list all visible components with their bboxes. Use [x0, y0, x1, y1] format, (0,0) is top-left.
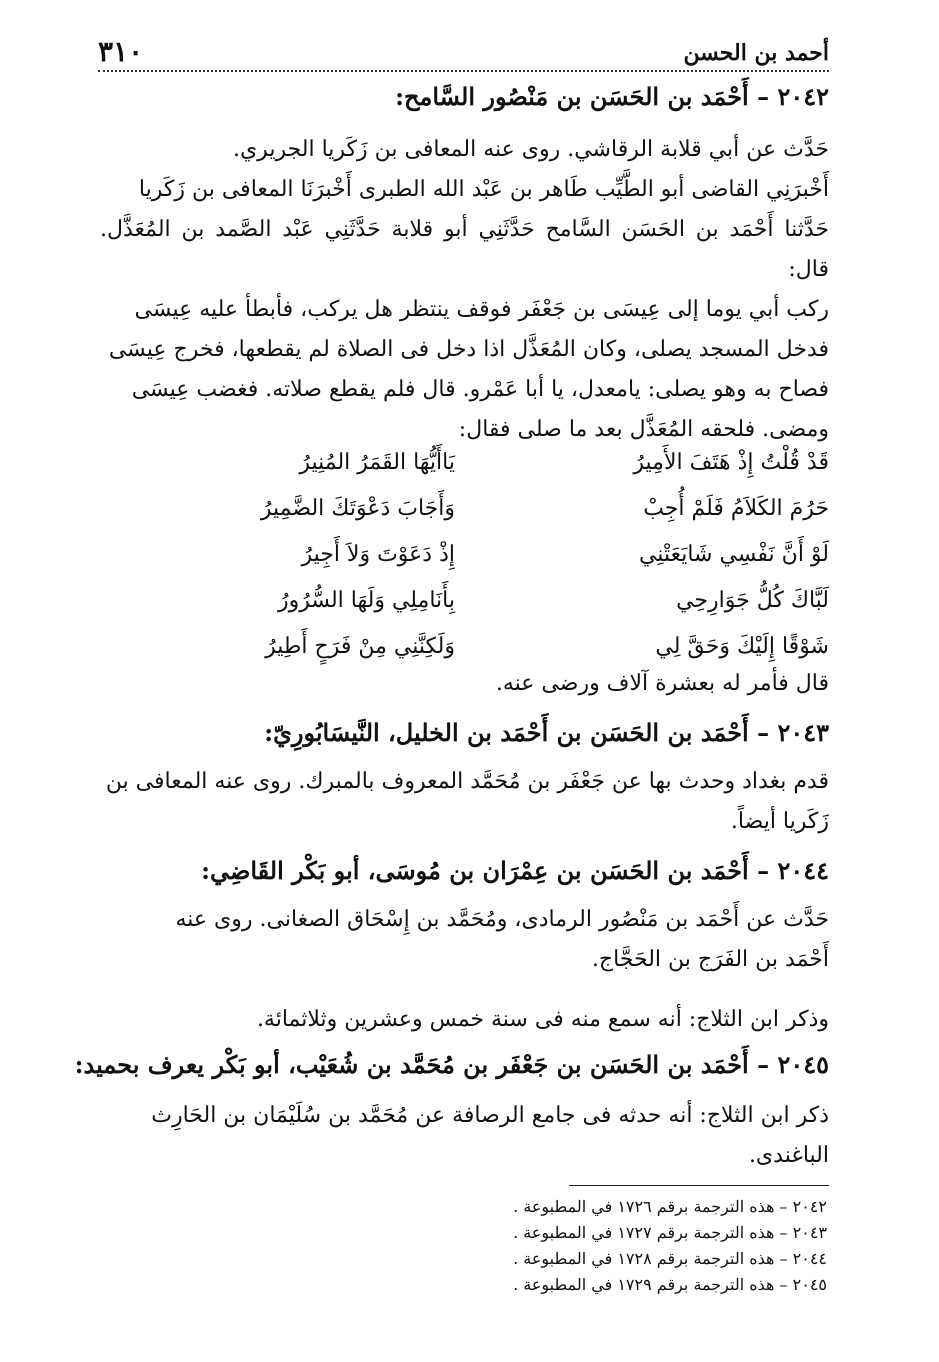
page-number: ٣١٠: [98, 35, 144, 68]
paragraph: [100, 762, 829, 842]
footnote: ٢٠٤٢ – هذه الترجمة برقم ١٧٢٦ في المطبوعة .: [513, 1197, 827, 1216]
paragraph: [100, 900, 829, 980]
hemistich: لَبَّاكَ كُلُّ جَوَارِحِي: [676, 588, 829, 613]
paragraph: [100, 1096, 829, 1176]
text-line: أَخْبرَنِي القاضى أبو الطَّيِّب طَاهر بن عَبْد الله الطبرى أَخْبرَنَا المعافى بن زَكَريا: [138, 177, 829, 202]
footnote: ٢٠٤٤ – هذه الترجمة برقم ١٧٢٨ في المطبوعة .: [513, 1249, 827, 1268]
hemistich: حَرُمَ الكَلاَمُ فَلَمْ أُجِبْ: [643, 496, 829, 521]
entry-heading-2045: ٢٠٤٥ – أَحْمَد بن الحَسَن بن جَعْفَر بن مُحَمَّد بن شُعَيْب، أبو بَكْر يعرف بحميد:: [74, 1050, 829, 1079]
text-line: زَكَريا أيضاً.: [730, 809, 829, 834]
text-line: الباغندى.: [748, 1143, 829, 1168]
poem-verse: [135, 578, 829, 624]
poem-verse: [135, 440, 829, 486]
entry-heading-2043: ٢٠٤٣ – أَحْمَد بن الحَسَن بن أَحْمَد بن الخليل، النَّيسَابُورِيّ:: [264, 718, 829, 747]
text-line: قدم بغداد وحدث بها عن جَعْفَر بن مُحَمَّد المعروف بالمبرك. روى عنه المعافى بن: [105, 769, 829, 794]
footnote-divider: [569, 1185, 829, 1186]
paragraph: قال فأمر له بعشرة آلاف ورضى عنه.: [495, 671, 829, 696]
hemistich: وَأَجَابَ دَعْوَتَكَ الضَّمِيرُ: [260, 496, 455, 521]
text-line: ركب أبي يوما إلى عِيسَى بن جَعْفَر فوقف ينتظر هل يركب، فأبطأ عليه عِيسَى: [134, 297, 829, 322]
footnote: ٢٠٤٣ – هذه الترجمة برقم ١٧٢٧ في المطبوعة .: [513, 1223, 827, 1242]
hemistich: شَوْقًا إِلَيْكَ وَحَقَّ لِي: [655, 634, 829, 659]
text-line: أَحْمَد بن الفَرَج بن الحَجَّاج.: [591, 947, 829, 972]
text-line: حَدَّث عن أَحْمَد بن مَنْصُور الرمادى، ومُحَمَّد بن إِسْحَاق الصغانى. روى عنه: [175, 907, 829, 932]
text-line: حَدَّثنا أَحْمَد بن الحَسَن السَّامح حَدَّثَنِي أبو قلابة حَدَّثَنِي عَبْد الصَّمد بن المُعَذَّل. قال:: [100, 217, 829, 282]
poem-verse: [135, 486, 829, 532]
hemistich: إِذْ دَعَوْتَ وَلاَ أَجِيرُ: [301, 542, 455, 567]
running-header: [98, 30, 829, 72]
entry-heading-2044: ٢٠٤٤ – أَحْمَد بن الحَسَن بن عِمْرَان بن مُوسَى، أبو بَكْر القَاضِي:: [201, 856, 829, 885]
hemistich: لَوْ أَنَّ نَفْسِي شَايَعَتْنِي: [638, 542, 829, 567]
footnote: ٢٠٤٥ – هذه الترجمة برقم ١٧٢٩ في المطبوعة .: [513, 1275, 827, 1294]
entry-heading-2042: ٢٠٤٢ – أَحْمَد بن الحَسَن بن مَنْصُور السَّامح:: [395, 82, 829, 111]
text-line: ذكر ابن الثلاج: أنه حدثه فى جامع الرصافة عن مُحَمَّد بن سُلَيْمَان بن الحَارِث: [151, 1103, 829, 1128]
running-title: أحمد بن الحسن: [683, 40, 829, 66]
poem-verse: [135, 532, 829, 578]
text-line: فدخل المسجد يصلى، وكان المُعَذَّل اذا دخل فى الصلاة لم يقطعها، فخرج عِيسَى: [108, 337, 829, 362]
paragraph: وذكر ابن الثلاج: أنه سمع منه فى سنة خمس وعشرين وثلاثمائة.: [256, 1007, 829, 1032]
paragraph: [100, 170, 829, 450]
hemistich: قَدْ قُلْتُ إِذْ هَتَفَ الأَمِيرُ: [633, 450, 829, 475]
text-line: حَدَّث عن أبي قلابة الرقاشي. روى عنه المعافى بن زَكَريا الجريري.: [232, 137, 829, 162]
hemistich: يَاأَيُّهَا القَمَرُ المُنِيرُ: [299, 450, 455, 475]
hemistich: وَلَكِنَّنِي مِنْ فَرَحٍ أَطِيرُ: [265, 634, 455, 659]
text-line: ومضى. فلحقه المُعَذَّل بعد ما صلى فقال:: [458, 417, 829, 442]
paragraph: [100, 130, 829, 170]
hemistich: بِأَنَامِلِي وَلَهَا السُّرُورُ: [277, 588, 455, 613]
poem: [135, 440, 829, 670]
text-line: فصاح به وهو يصلى: يامعدل، يا أبا عَمْرو. قال فلم يقطع صلاته. فغضب عِيسَى: [131, 377, 829, 402]
